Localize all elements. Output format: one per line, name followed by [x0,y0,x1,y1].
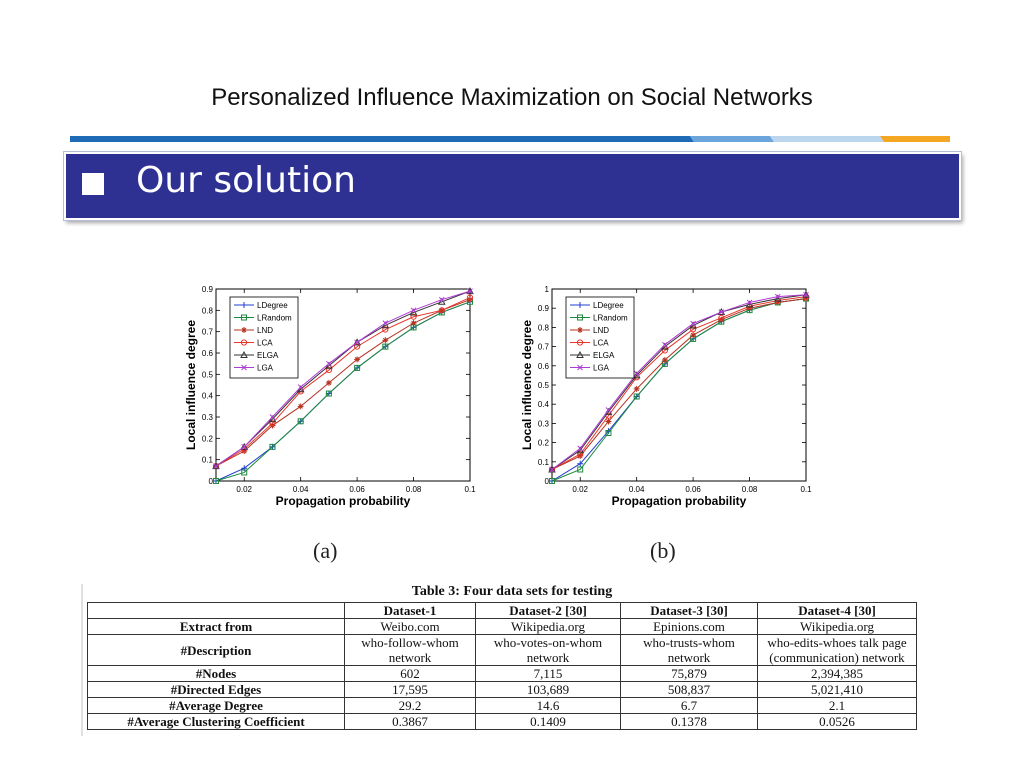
row-label: Extract from [88,619,345,635]
table-cell: 602 [345,666,476,682]
y-tick-label: 0.6 [201,349,213,358]
y-tick-label: 0.4 [201,391,213,401]
table-cell: 0.1409 [476,714,621,730]
chart-b-caption: (b) [650,538,676,563]
y-axis-label: Local influence degree [520,319,534,451]
chart-a-caption: (a) [313,538,338,563]
table-cell: who-trusts-whom network [621,635,758,666]
y-tick-label: 0.2 [201,434,213,444]
row-label: #Description [88,635,345,666]
y-tick-label: 0.7 [537,342,549,352]
legend-label: LDegree [593,301,624,310]
table-cell: 5,021,410 [758,682,917,698]
y-tick-label: 0.5 [537,381,549,390]
table-cell: 6.7 [621,698,758,714]
y-tick-label: 0.9 [201,285,213,294]
y-tick-label: 0 [544,477,549,486]
y-tick-label: 1 [544,285,549,294]
table-cell: 2.1 [758,698,917,714]
table-cell: 2,394,385 [758,666,917,682]
x-tick-label: 0.04 [628,485,645,494]
legend-label: LDegree [257,301,288,310]
row-label: #Average Degree [88,698,345,714]
table-cell: 29.2 [345,698,476,714]
x-tick-label: 0.06 [685,485,701,494]
x-axis-label: Propagation probability [275,494,411,508]
legend-label: LCA [257,338,273,348]
table-header-cell: Dataset-2 [30] [476,603,621,619]
x-tick-label: 0.04 [292,485,309,494]
table-row [88,682,917,698]
section-heading: Our solution [136,160,356,201]
table-cell: who-edits-whoes talk page (communication) network [758,635,917,666]
square-bullet-icon [82,173,104,195]
chart-a-svg [180,283,485,513]
table-cell: 0.1378 [621,714,758,730]
x-axis-label: Propagation probability [611,494,747,508]
legend-label: LND [593,326,610,335]
table-title: Table 3: Four data sets for testing [411,584,613,599]
table-cell: Epinions.com [621,619,758,635]
y-tick-label: 0.6 [537,361,549,371]
table-cell: 17,595 [345,682,476,698]
x-tick-label: 0.1 [800,485,812,494]
y-tick-label: 0.3 [537,419,549,429]
table-header-cell: Dataset-3 [30] [621,603,758,619]
legend [566,297,634,378]
table-cell: 508,837 [621,682,758,698]
x-tick-label: 0.02 [236,485,253,494]
x-tick-label: 0.06 [349,485,365,494]
y-tick-label: 0.1 [537,457,549,467]
table-cell: Wikipedia.org [476,619,621,635]
x-tick-label: 0.08 [405,485,422,494]
table-cell: 14.6 [476,698,621,714]
legend [230,297,298,378]
table-cell: who-votes-on-whom network [476,635,621,666]
legend-label: LND [257,326,274,335]
legend-label: LGA [257,363,274,373]
table-row [88,619,917,635]
y-tick-label: 0.2 [537,438,549,448]
table-header-cell [88,603,345,619]
row-label: #Average Clustering Coefficient [88,714,345,730]
section-banner [64,152,961,220]
table-cell: Wikipedia.org [758,619,917,635]
chart-b-svg [516,283,821,513]
table-header-row [88,603,917,619]
table-header-cell: Dataset-4 [30] [758,603,917,619]
y-axis-label: Local influence degree [184,319,198,451]
legend-label: LRandom [257,313,292,323]
y-tick-label: 0.3 [201,413,213,422]
y-tick-label: 0.8 [537,323,549,333]
legend-label: ELGA [593,351,615,360]
y-tick-label: 0.8 [201,306,213,316]
table-row [88,714,917,730]
legend-label: ELGA [257,351,279,360]
table-cell: who-follow-whom network [345,635,476,666]
legend-label: LCA [593,338,609,348]
table-cell: 0.0526 [758,714,917,730]
legend-label: LGA [593,363,610,373]
table-header-cell: Dataset-1 [345,603,476,619]
y-tick-label: 0.5 [201,370,213,380]
table-left-rule [81,584,83,736]
table-cell: 103,689 [476,682,621,698]
table-row [88,666,917,682]
datasets-table [87,602,917,730]
x-tick-label: 0.1 [464,485,476,494]
table-cell: 75,879 [621,666,758,682]
chart-a [180,283,485,513]
row-label: #Directed Edges [88,682,345,698]
row-label: #Nodes [88,666,345,682]
table-cell: Weibo.com [345,619,476,635]
y-tick-label: 0.4 [537,400,549,410]
title-divider [70,135,950,143]
x-tick-label: 0.08 [741,485,758,494]
table-row [88,635,917,666]
table-row [88,698,917,714]
x-tick-label: 0.02 [572,485,589,494]
y-tick-label: 0 [208,477,213,486]
chart-b [516,283,821,513]
y-tick-label: 0.9 [537,304,549,314]
y-tick-label: 0.7 [201,327,213,337]
table-cell: 7,115 [476,666,621,682]
table-cell: 0.3867 [345,714,476,730]
slide-title: Personalized Influence Maximization on Social Networks [211,84,813,111]
legend-label: LRandom [593,313,628,323]
y-tick-label: 0.1 [201,455,213,465]
